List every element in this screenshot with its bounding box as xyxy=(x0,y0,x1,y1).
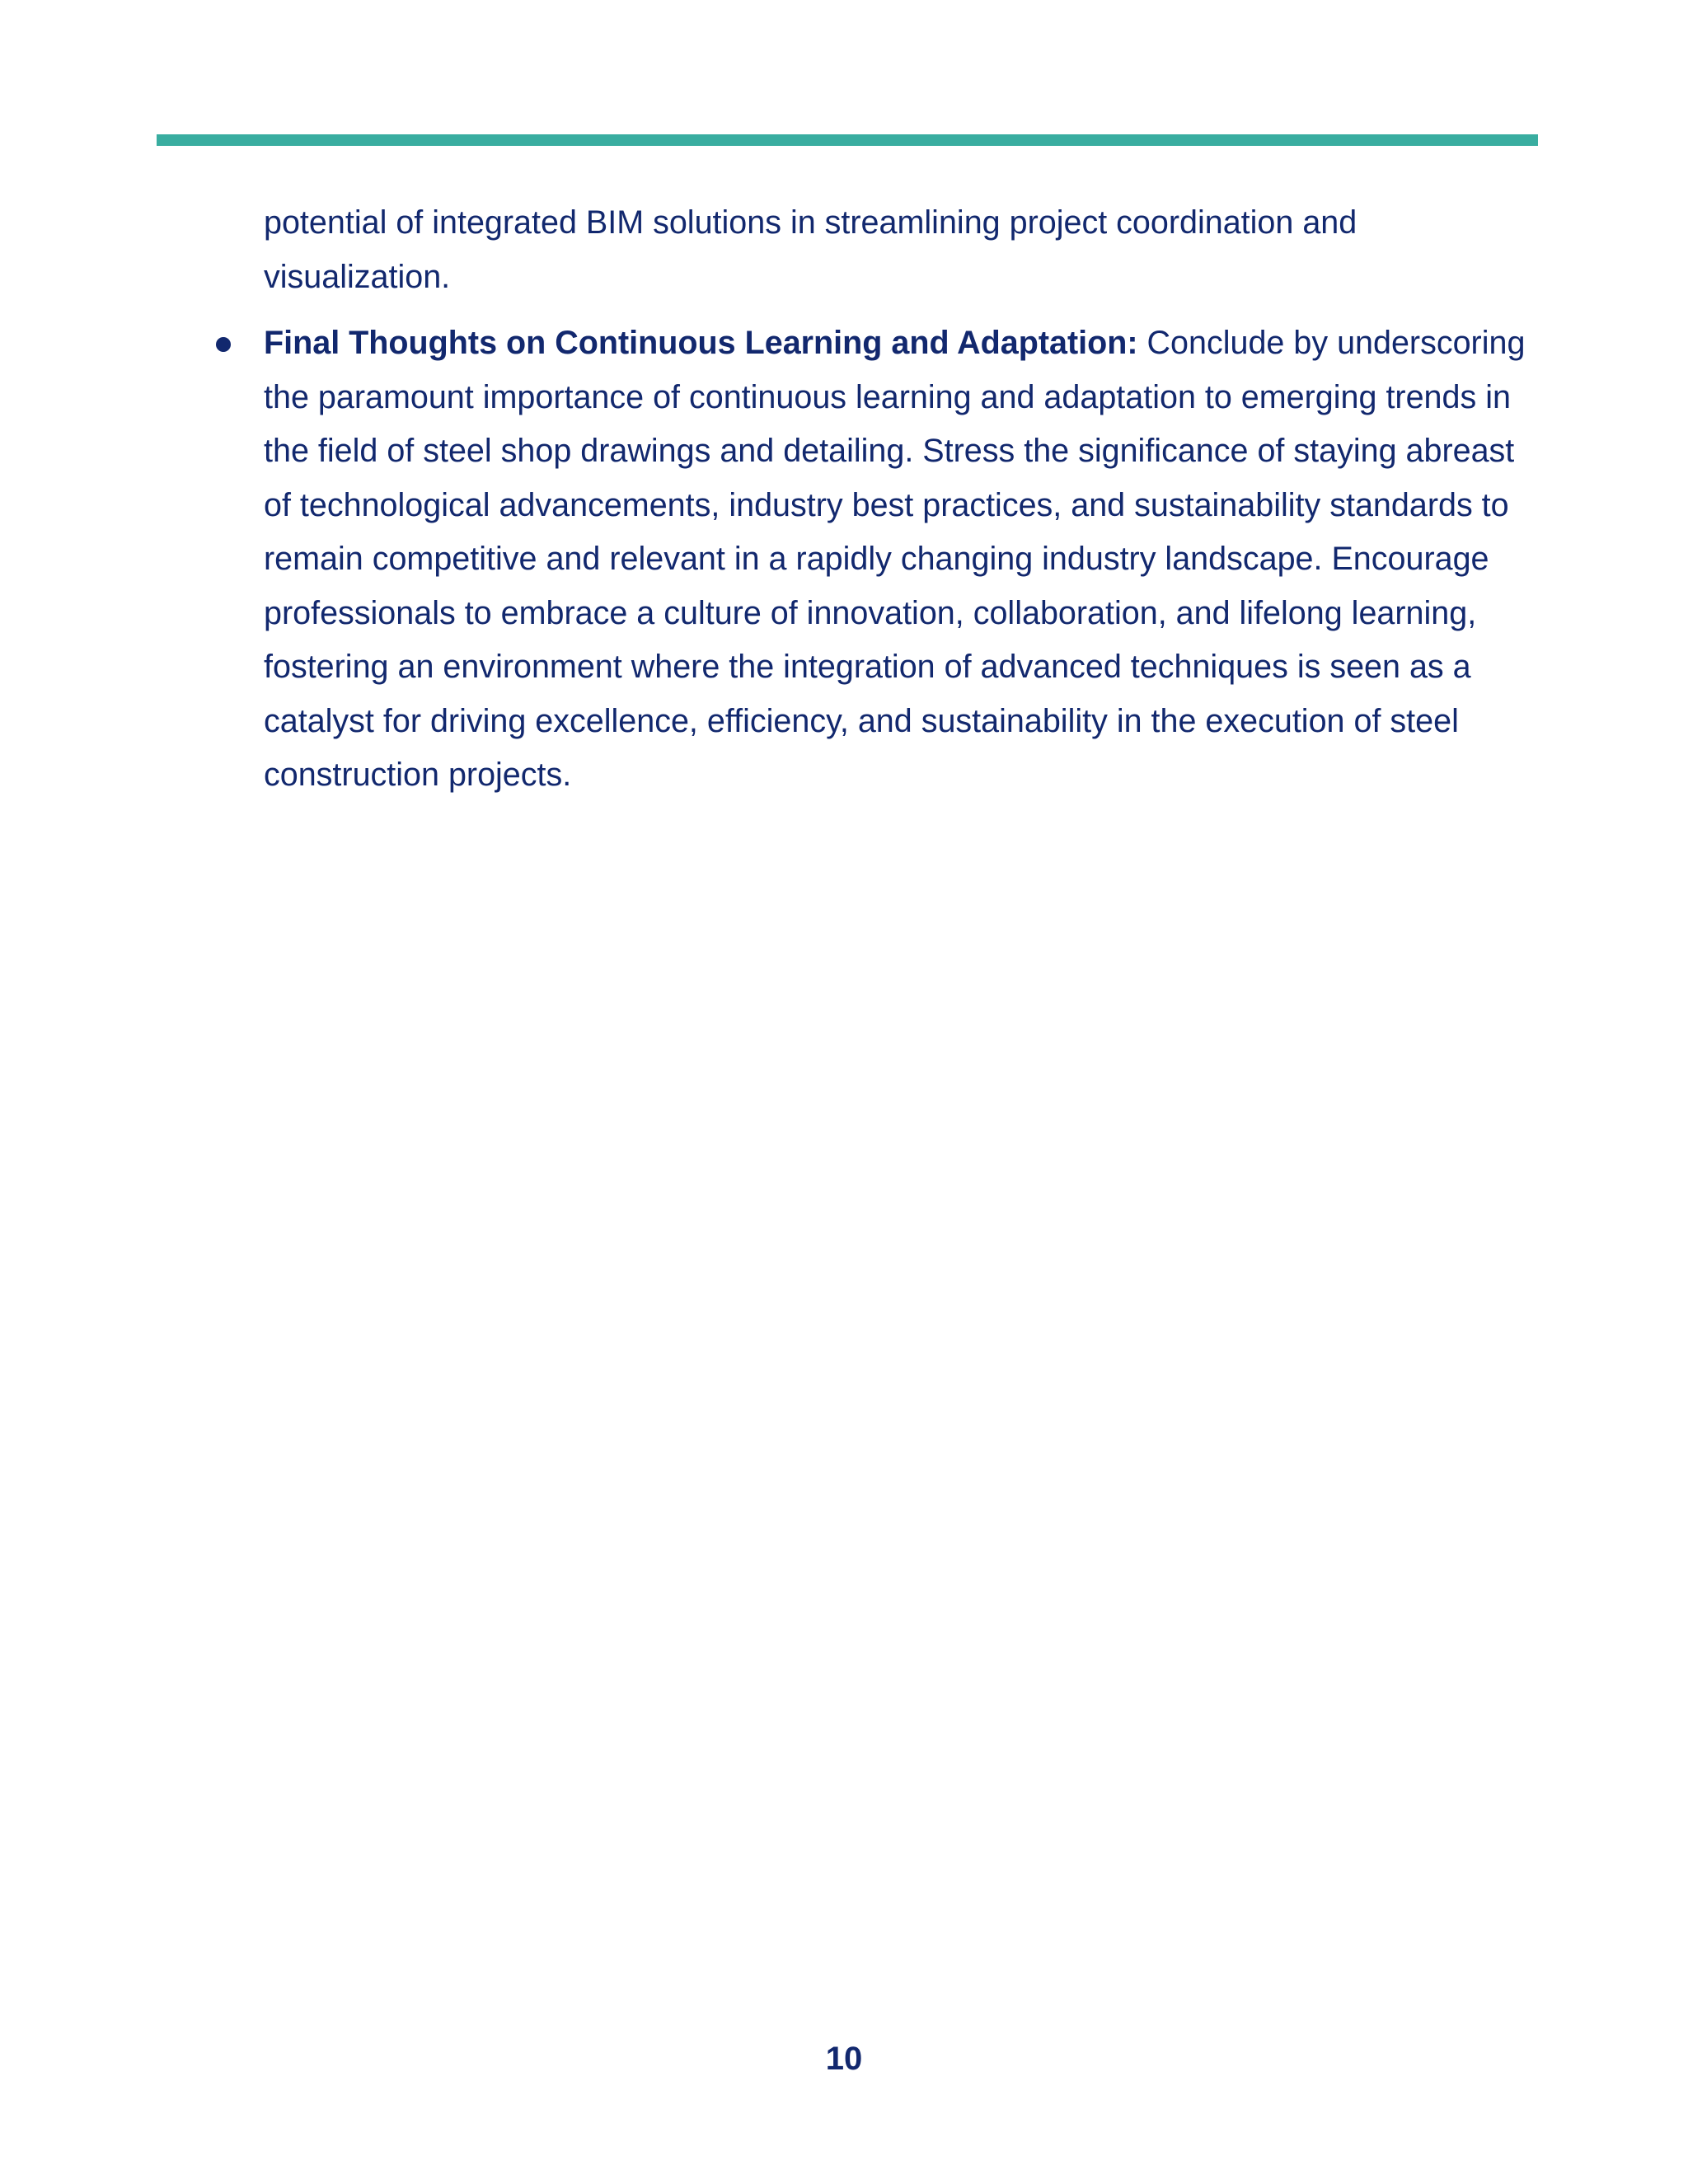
bullet-body: Conclude by underscoring the paramount importance of continuous learning and adaptation to emerging trends in the field of steel shop drawings and detailing. Stress the significance of staying abreast of technological advancements, industry best practices, and sustainability standards to remain competitive and relevant in a rapidly changing industry landscape. Encourage professionals to embrace a culture of innovation, collaboration, and lifelong learning, fostering an environment where the integration of advanced techniques is seen as a catalyst for driving excellence, efficiency, and sustainability in the execution of steel construction projects. xyxy=(264,325,1526,793)
page-body xyxy=(264,196,1533,803)
continued-paragraph: potential of integrated BIM solutions in streamlining project coordination and visualization. xyxy=(264,204,1357,295)
bullet-title: Final Thoughts on Continuous Learning and Adaptation: xyxy=(264,325,1138,361)
list-item xyxy=(264,316,1533,803)
header-rule xyxy=(157,134,1538,146)
bullet-icon xyxy=(216,337,231,352)
page-number: 10 xyxy=(825,2041,863,2077)
